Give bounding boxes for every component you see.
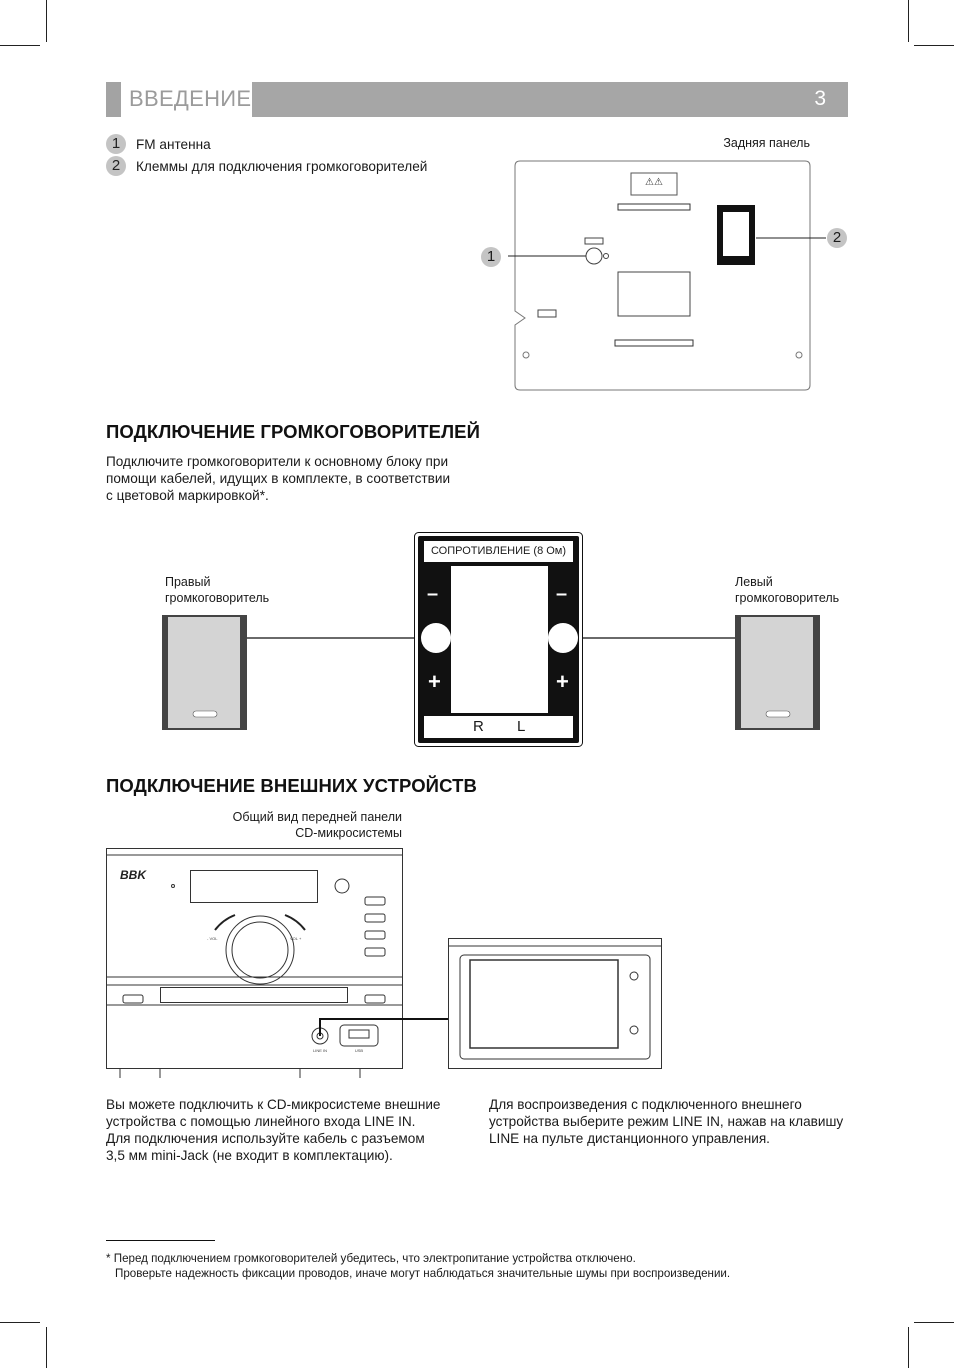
text-line: громкоговоритель (735, 590, 840, 605)
plus-sign: + (556, 669, 569, 694)
crop-mark (0, 1322, 40, 1323)
minus-sign: – (556, 583, 568, 605)
crop-mark (914, 45, 954, 46)
plus-sign: + (428, 669, 441, 694)
terminal-title: СОПРОТИВЛЕНИЕ (8 Ом) (430, 545, 567, 557)
rear-panel-diagram (470, 155, 860, 395)
text-line: устройства с помощью линейного входа LINE IN. (106, 1114, 416, 1129)
text-line: Подключите громкоговорители к основному блоку при (106, 454, 449, 469)
callout-number: 1 (486, 248, 496, 265)
text-line: с цветовой маркировкой*. (106, 488, 269, 503)
line-in-diagram (100, 840, 670, 1085)
text-line: Левый (735, 575, 773, 589)
legend-label: Клеммы для подключения громкоговорителей (136, 159, 428, 174)
legend-number: 2 (106, 156, 126, 176)
right-speaker (162, 615, 247, 730)
text-line: Общий вид передней панели (232, 810, 402, 824)
text-line: CD-микросистемы (295, 825, 402, 840)
section-heading: ПОДКЛЮЧЕНИЕ ВНЕШНИХ УСТРОЙСТВ (106, 775, 477, 796)
rear-panel-caption: Задняя панель (723, 136, 810, 150)
page-number: 3 (814, 87, 826, 110)
svg-text:⚠⚠: ⚠⚠ (645, 177, 663, 188)
legend-label: FM антенна (136, 137, 211, 152)
crop-mark (914, 1322, 954, 1323)
crop-mark (0, 45, 40, 46)
text-line: Для подключения используйте кабель с разъемом (106, 1131, 425, 1146)
section-title: ВВЕДЕНИЕ (129, 86, 252, 111)
usb-label: USB (354, 1048, 364, 1053)
text-line: Проверьте надежность фиксации проводов, иначе могут наблюдаться значительные шумы при воспроизведении. (115, 1267, 731, 1280)
callout-number: 2 (832, 229, 842, 246)
text-line: LINE на пульте дистанционного управления. (489, 1131, 770, 1146)
text-line: помощи кабелей, идущих в комплекте, в соответствии (106, 471, 451, 486)
front-panel-caption (233, 810, 402, 841)
text-line: Правый (165, 575, 211, 589)
crop-mark (908, 0, 909, 42)
section-heading: ПОДКЛЮЧЕНИЕ ГРОМКОГОВОРИТЕЛЕЙ (106, 421, 480, 442)
left-channel-label: L (517, 718, 526, 735)
text-line: громкоговоритель (165, 590, 270, 605)
vol-minus-label: - VOL (207, 936, 218, 941)
line-in-label: LINE IN (312, 1048, 328, 1053)
text-line: * Перед подключением громкоговорителей убедитесь, что электропитание устройства отключено. (106, 1252, 636, 1265)
text-line: устройства выберите режим LINE IN, нажав на клавишу (489, 1114, 844, 1129)
legend-number: 1 (106, 134, 126, 154)
brand-logo: BBK (120, 868, 146, 882)
crop-mark (46, 1327, 47, 1368)
footnote-divider (106, 1240, 215, 1241)
crop-mark (46, 0, 47, 42)
speaker-wiring-diagram (150, 525, 840, 755)
footnote (106, 1251, 730, 1281)
crop-mark (908, 1327, 909, 1368)
text-line: Для воспроизведения с подключенного внешнего (489, 1097, 802, 1112)
paragraph (106, 453, 450, 504)
text-line: Вы можете подключить к CD-микросистеме внешние (106, 1097, 441, 1112)
header-accent (106, 82, 121, 117)
vol-plus-label: VOL + (290, 936, 302, 941)
minus-sign: – (427, 583, 439, 605)
right-channel-label: R (473, 718, 484, 735)
left-speaker (735, 615, 820, 730)
paragraph (106, 1096, 440, 1164)
paragraph (489, 1096, 843, 1147)
header-bar (252, 82, 848, 117)
text-line: 3,5 мм mini-Jack (не входит в комплектацию). (106, 1148, 393, 1163)
